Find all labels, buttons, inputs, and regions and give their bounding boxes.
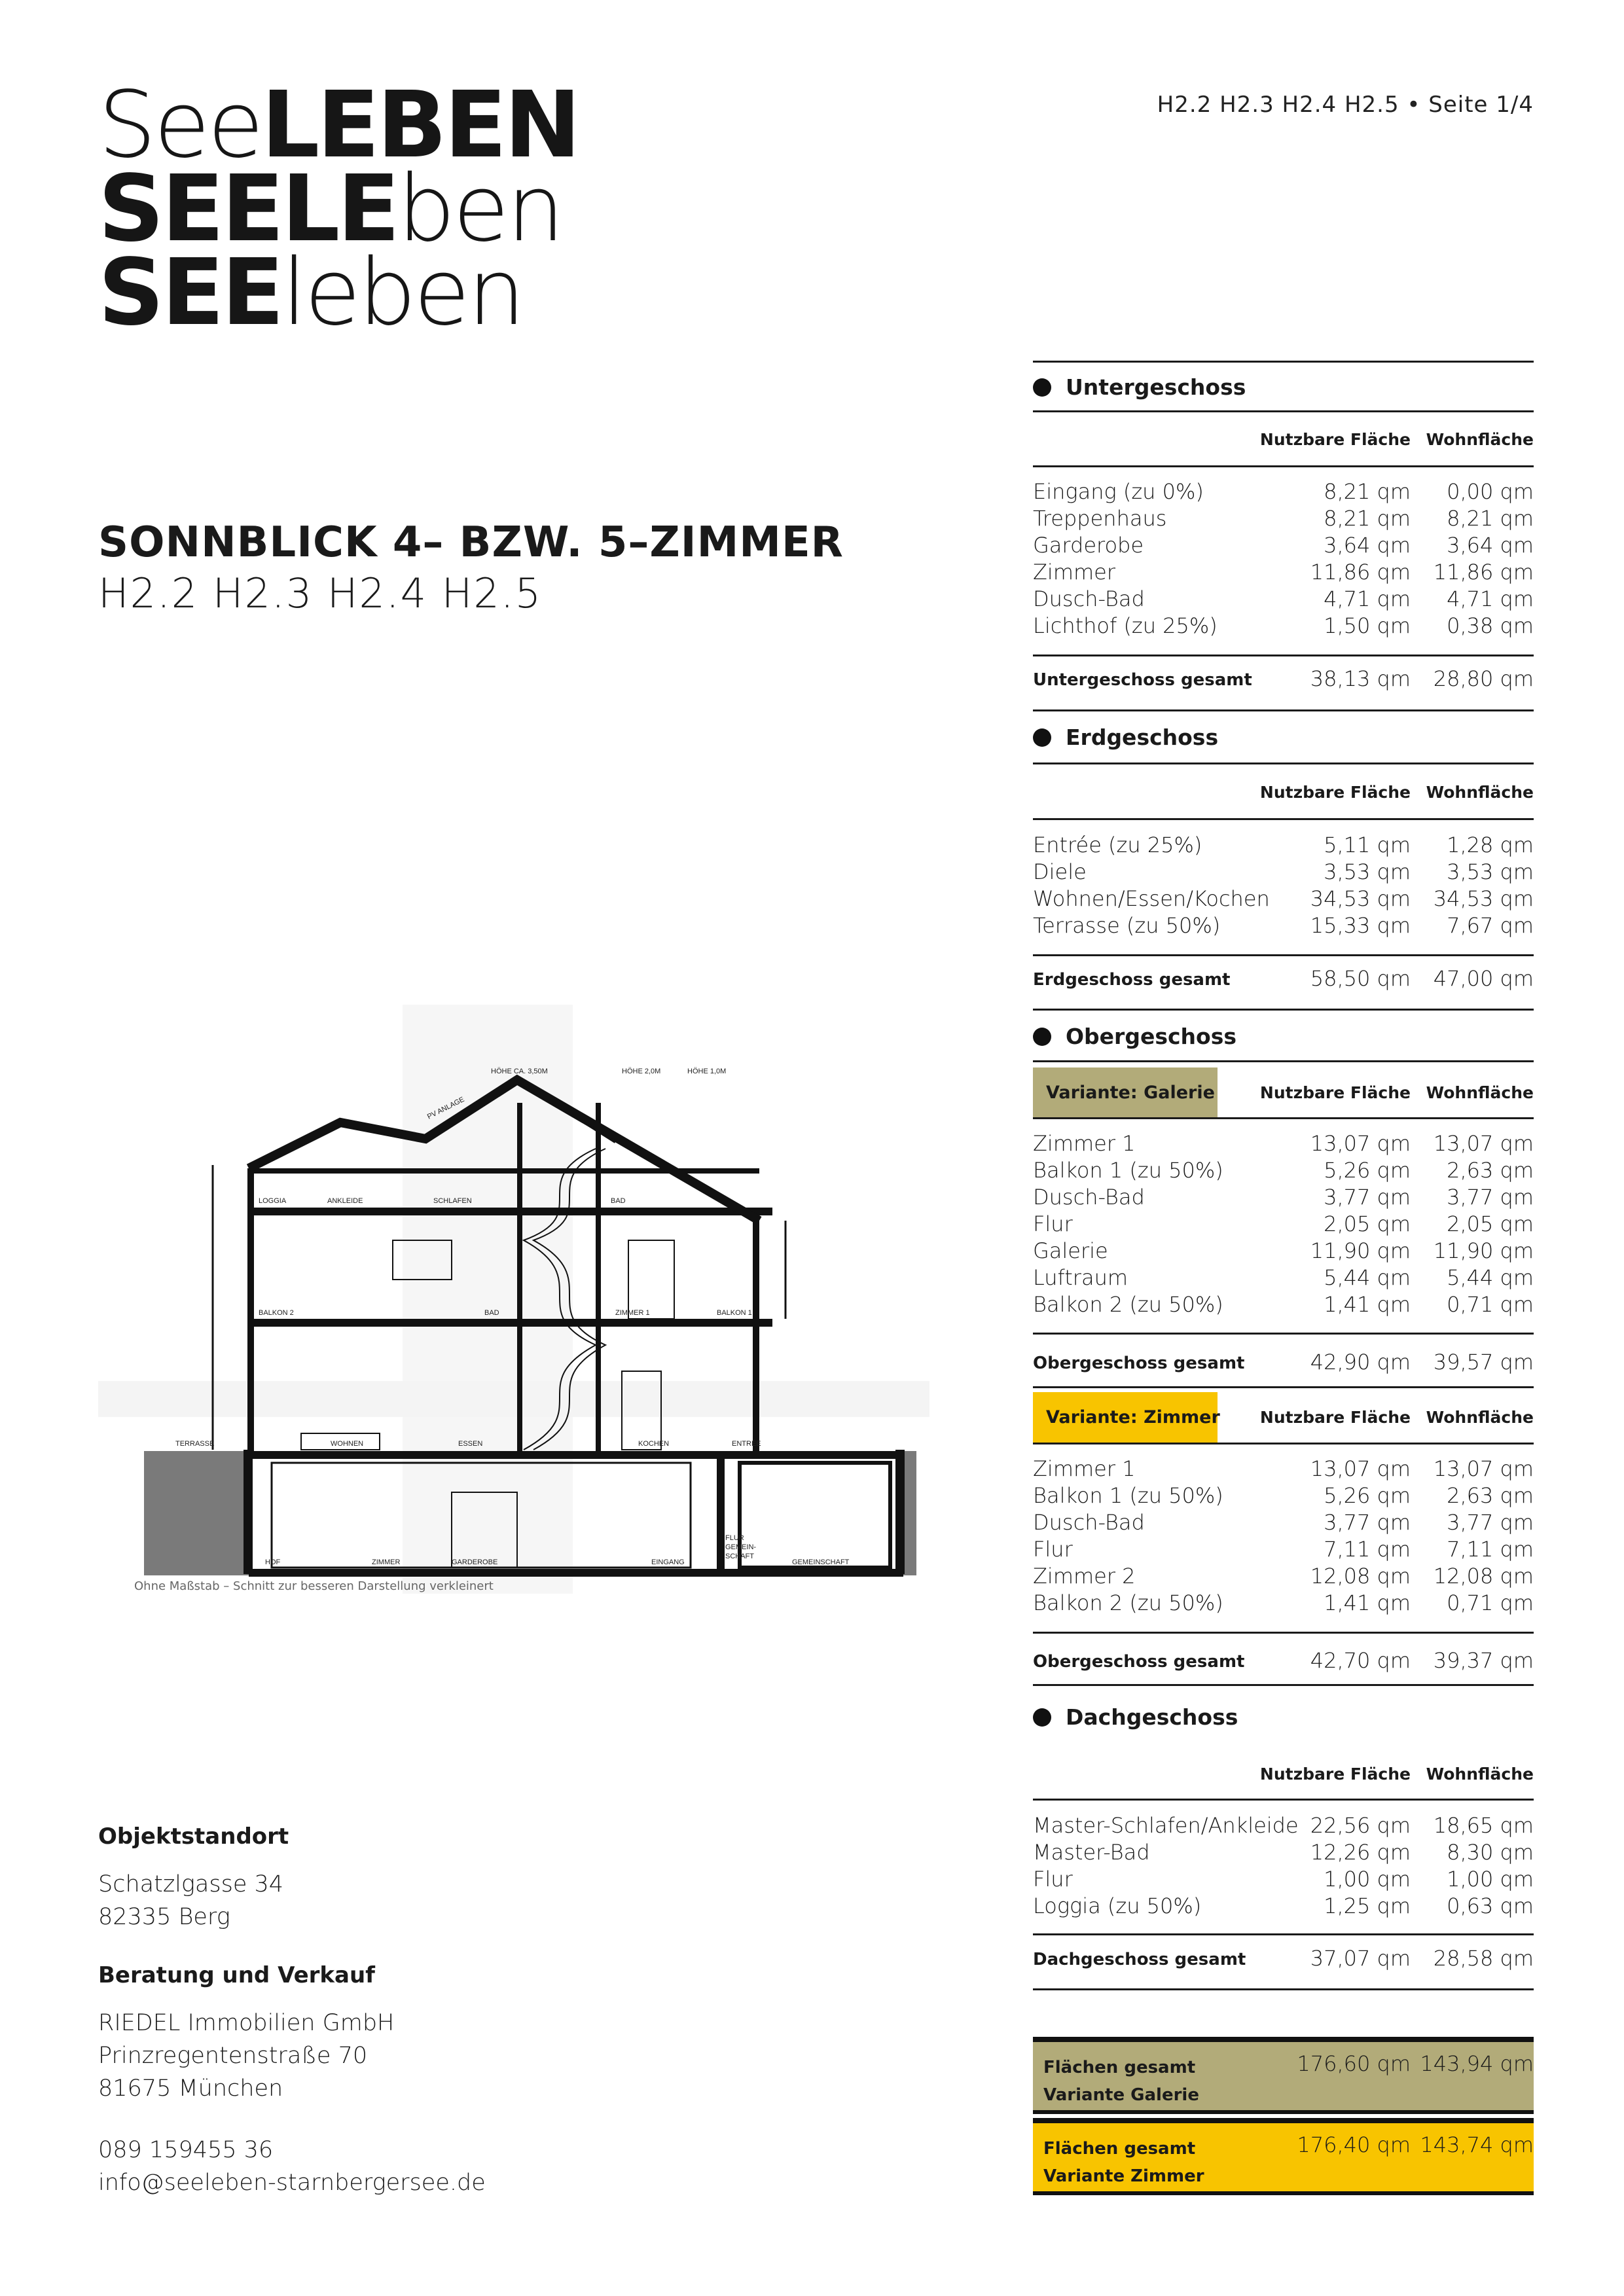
grand-total-zimmer: Flächen gesamt Variante Zimmer 176,40 qm 143,74 qm — [1033, 2118, 1534, 2195]
table-row: Master-Schlafen/Ankleide 22,56 qm 18,65 qm — [1033, 1813, 1534, 1838]
table-row: Balkon 1 (zu 50%) 5,26 qm 2,63 qm — [1033, 1158, 1534, 1183]
table-row: Zimmer 11,86 qm 11,86 qm — [1033, 560, 1534, 584]
table-row: Wohnen/Essen/Kochen 34,53 qm 34,53 qm — [1033, 886, 1534, 911]
label-wohnen: WOHNEN — [331, 1440, 364, 1448]
table-row: Diele 3,53 qm 3,53 qm — [1033, 859, 1534, 884]
col-nutzbare-flaeche: Nutzbare Fläche — [1259, 1083, 1411, 1102]
brand-logo — [98, 72, 579, 346]
col-wohnflaeche: Wohnfläche — [1426, 1083, 1534, 1102]
table-row: Eingang (zu 0%) 8,21 qm 0,00 qm — [1033, 479, 1534, 504]
table-row: Flur 7,11 qm 7,11 qm — [1033, 1537, 1534, 1562]
bullet-icon — [1033, 1028, 1051, 1046]
email-link[interactable]: info@seeleben-starnbergersee.de — [98, 2170, 486, 2196]
page-subtitle: H2.2 H2.3 H2.4 H2.5 — [98, 569, 543, 617]
col-wohnflaeche: Wohnfläche — [1426, 1765, 1534, 1784]
sales-heading: Beratung und Verkauf — [98, 1962, 375, 1988]
label-bad-og: BAD — [484, 1309, 499, 1317]
table-row: Balkon 1 (zu 50%) 5,26 qm 2,63 qm — [1033, 1483, 1534, 1508]
headline — [98, 518, 844, 617]
variant-badge-galerie: Variante: Galerie — [1033, 1067, 1218, 1119]
table-row: Dusch-Bad 4,71 qm 4,71 qm — [1033, 586, 1534, 611]
bullet-icon — [1033, 1708, 1051, 1727]
label-zimmer1: ZIMMER 1 — [615, 1309, 650, 1317]
label-hoehe-20: HÖHE 2,0M — [622, 1067, 661, 1075]
logo-line-3: SEEleben — [98, 240, 523, 346]
label-gemeinschaft: GEMEINSCHAFT — [792, 1558, 850, 1566]
label-entree: ENTRÉE — [732, 1440, 761, 1448]
col-wohnflaeche: Wohnfläche — [1426, 1408, 1534, 1427]
label-ankleide: ANKLEIDE — [327, 1197, 363, 1205]
logo-line-2: SEELEben — [98, 156, 562, 262]
bullet-icon — [1033, 378, 1051, 397]
address-line-1: Schatzlgasse 34 — [98, 1871, 284, 1897]
grand-total-galerie: Flächen gesamt Variante Galerie 176,60 qm 143,94 qm — [1033, 2037, 1534, 2114]
label-zimmer-ug: ZIMMER — [372, 1558, 401, 1566]
label-gemein: GEMEIN- — [725, 1543, 757, 1551]
label-schaft: SCHAFT — [725, 1552, 754, 1560]
label-hof: HOF — [265, 1558, 281, 1566]
company-street: Prinzregentenstraße 70 — [98, 2043, 368, 2069]
table-row: Dusch-Bad 3,77 qm 3,77 qm — [1033, 1510, 1534, 1535]
table-row: Balkon 2 (zu 50%) 1,41 qm 0,71 qm — [1033, 1292, 1534, 1317]
table-row: Galerie 11,90 qm 11,90 qm — [1033, 1238, 1534, 1263]
section-title-eg: Erdgeschoss — [1033, 725, 1218, 750]
table-row: Dusch-Bad 3,77 qm 3,77 qm — [1033, 1185, 1534, 1210]
label-kochen: KOCHEN — [638, 1440, 670, 1448]
table-row: Flur 1,00 qm 1,00 qm — [1033, 1867, 1534, 1892]
label-schlafen: SCHLAFEN — [433, 1197, 472, 1205]
col-nutzbare-flaeche: Nutzbare Fläche — [1259, 1765, 1411, 1784]
label-eingang: EINGANG — [651, 1558, 685, 1566]
label-loggia: LOGGIA — [259, 1197, 287, 1205]
col-wohnflaeche: Wohnfläche — [1426, 430, 1534, 449]
table-row: Balkon 2 (zu 50%) 1,41 qm 0,71 qm — [1033, 1590, 1534, 1615]
label-terrasse: TERRASSE — [175, 1440, 215, 1448]
page-reference: H2.2 H2.3 H2.4 H2.5 • Seite 1/4 — [1157, 92, 1534, 118]
table-row: Zimmer 1 13,07 qm 13,07 qm — [1033, 1131, 1534, 1156]
company-city: 81675 München — [98, 2075, 283, 2102]
drawing-caption: Ohne Maßstab – Schnitt zur besseren Darstellung verkleinert — [134, 1579, 494, 1593]
building-section-drawing — [98, 1005, 929, 1594]
label-pv: PV ANLAGE — [425, 1095, 466, 1121]
label-hoehe-10: HÖHE 1,0M — [687, 1067, 727, 1075]
col-wohnflaeche: Wohnfläche — [1426, 783, 1534, 802]
logo-line-1: SeeLEBEN — [98, 72, 579, 179]
table-row: Luftraum 5,44 qm 5,44 qm — [1033, 1265, 1534, 1290]
label-garderobe: GARDEROBE — [452, 1558, 498, 1566]
company-name: RIEDEL Immobilien GmbH — [98, 2010, 395, 2036]
phone-number: 089 159455 36 — [98, 2137, 274, 2163]
section-title-og: Obergeschoss — [1033, 1024, 1236, 1049]
label-hoehe-350: HÖHE CA. 3,50M — [491, 1067, 548, 1075]
table-row: Master-Bad 12,26 qm 8,30 qm — [1033, 1840, 1534, 1865]
table-row: Garderobe 3,64 qm 3,64 qm — [1033, 533, 1534, 558]
section-title-ug: Untergeschoss — [1033, 374, 1246, 400]
label-balkon2: BALKON 2 — [259, 1309, 294, 1317]
table-row: Zimmer 2 12,08 qm 12,08 qm — [1033, 1564, 1534, 1588]
section-title-dg: Dachgeschoss — [1033, 1704, 1238, 1730]
address-line-2: 82335 Berg — [98, 1904, 230, 1930]
page-title: SONNBLICK 4– BZW. 5–ZIMMER — [98, 518, 844, 567]
table-row: Lichthof (zu 25%) 1,50 qm 0,38 qm — [1033, 613, 1534, 638]
label-balkon1: BALKON 1 — [717, 1309, 752, 1317]
label-bad-dg: BAD — [611, 1197, 626, 1205]
col-nutzbare-flaeche: Nutzbare Fläche — [1259, 1408, 1411, 1427]
variant-badge-zimmer: Variante: Zimmer — [1033, 1392, 1218, 1443]
location-heading: Objektstandort — [98, 1823, 289, 1850]
bullet-icon — [1033, 728, 1051, 747]
contact-block — [98, 1823, 556, 2199]
label-flur: FLUR — [725, 1534, 744, 1542]
table-row: Flur 2,05 qm 2,05 qm — [1033, 1211, 1534, 1236]
col-nutzbare-flaeche: Nutzbare Fläche — [1259, 430, 1411, 449]
table-row: Terrasse (zu 50%) 15,33 qm 7,67 qm — [1033, 913, 1534, 938]
col-nutzbare-flaeche: Nutzbare Fläche — [1259, 783, 1411, 802]
table-row: Loggia (zu 50%) 1,25 qm 0,63 qm — [1033, 1893, 1534, 1918]
label-essen: ESSEN — [458, 1440, 483, 1448]
table-row: Zimmer 1 13,07 qm 13,07 qm — [1033, 1456, 1534, 1481]
table-row: Treppenhaus 8,21 qm 8,21 qm — [1033, 506, 1534, 531]
table-row: Entrée (zu 25%) 5,11 qm 1,28 qm — [1033, 833, 1534, 857]
